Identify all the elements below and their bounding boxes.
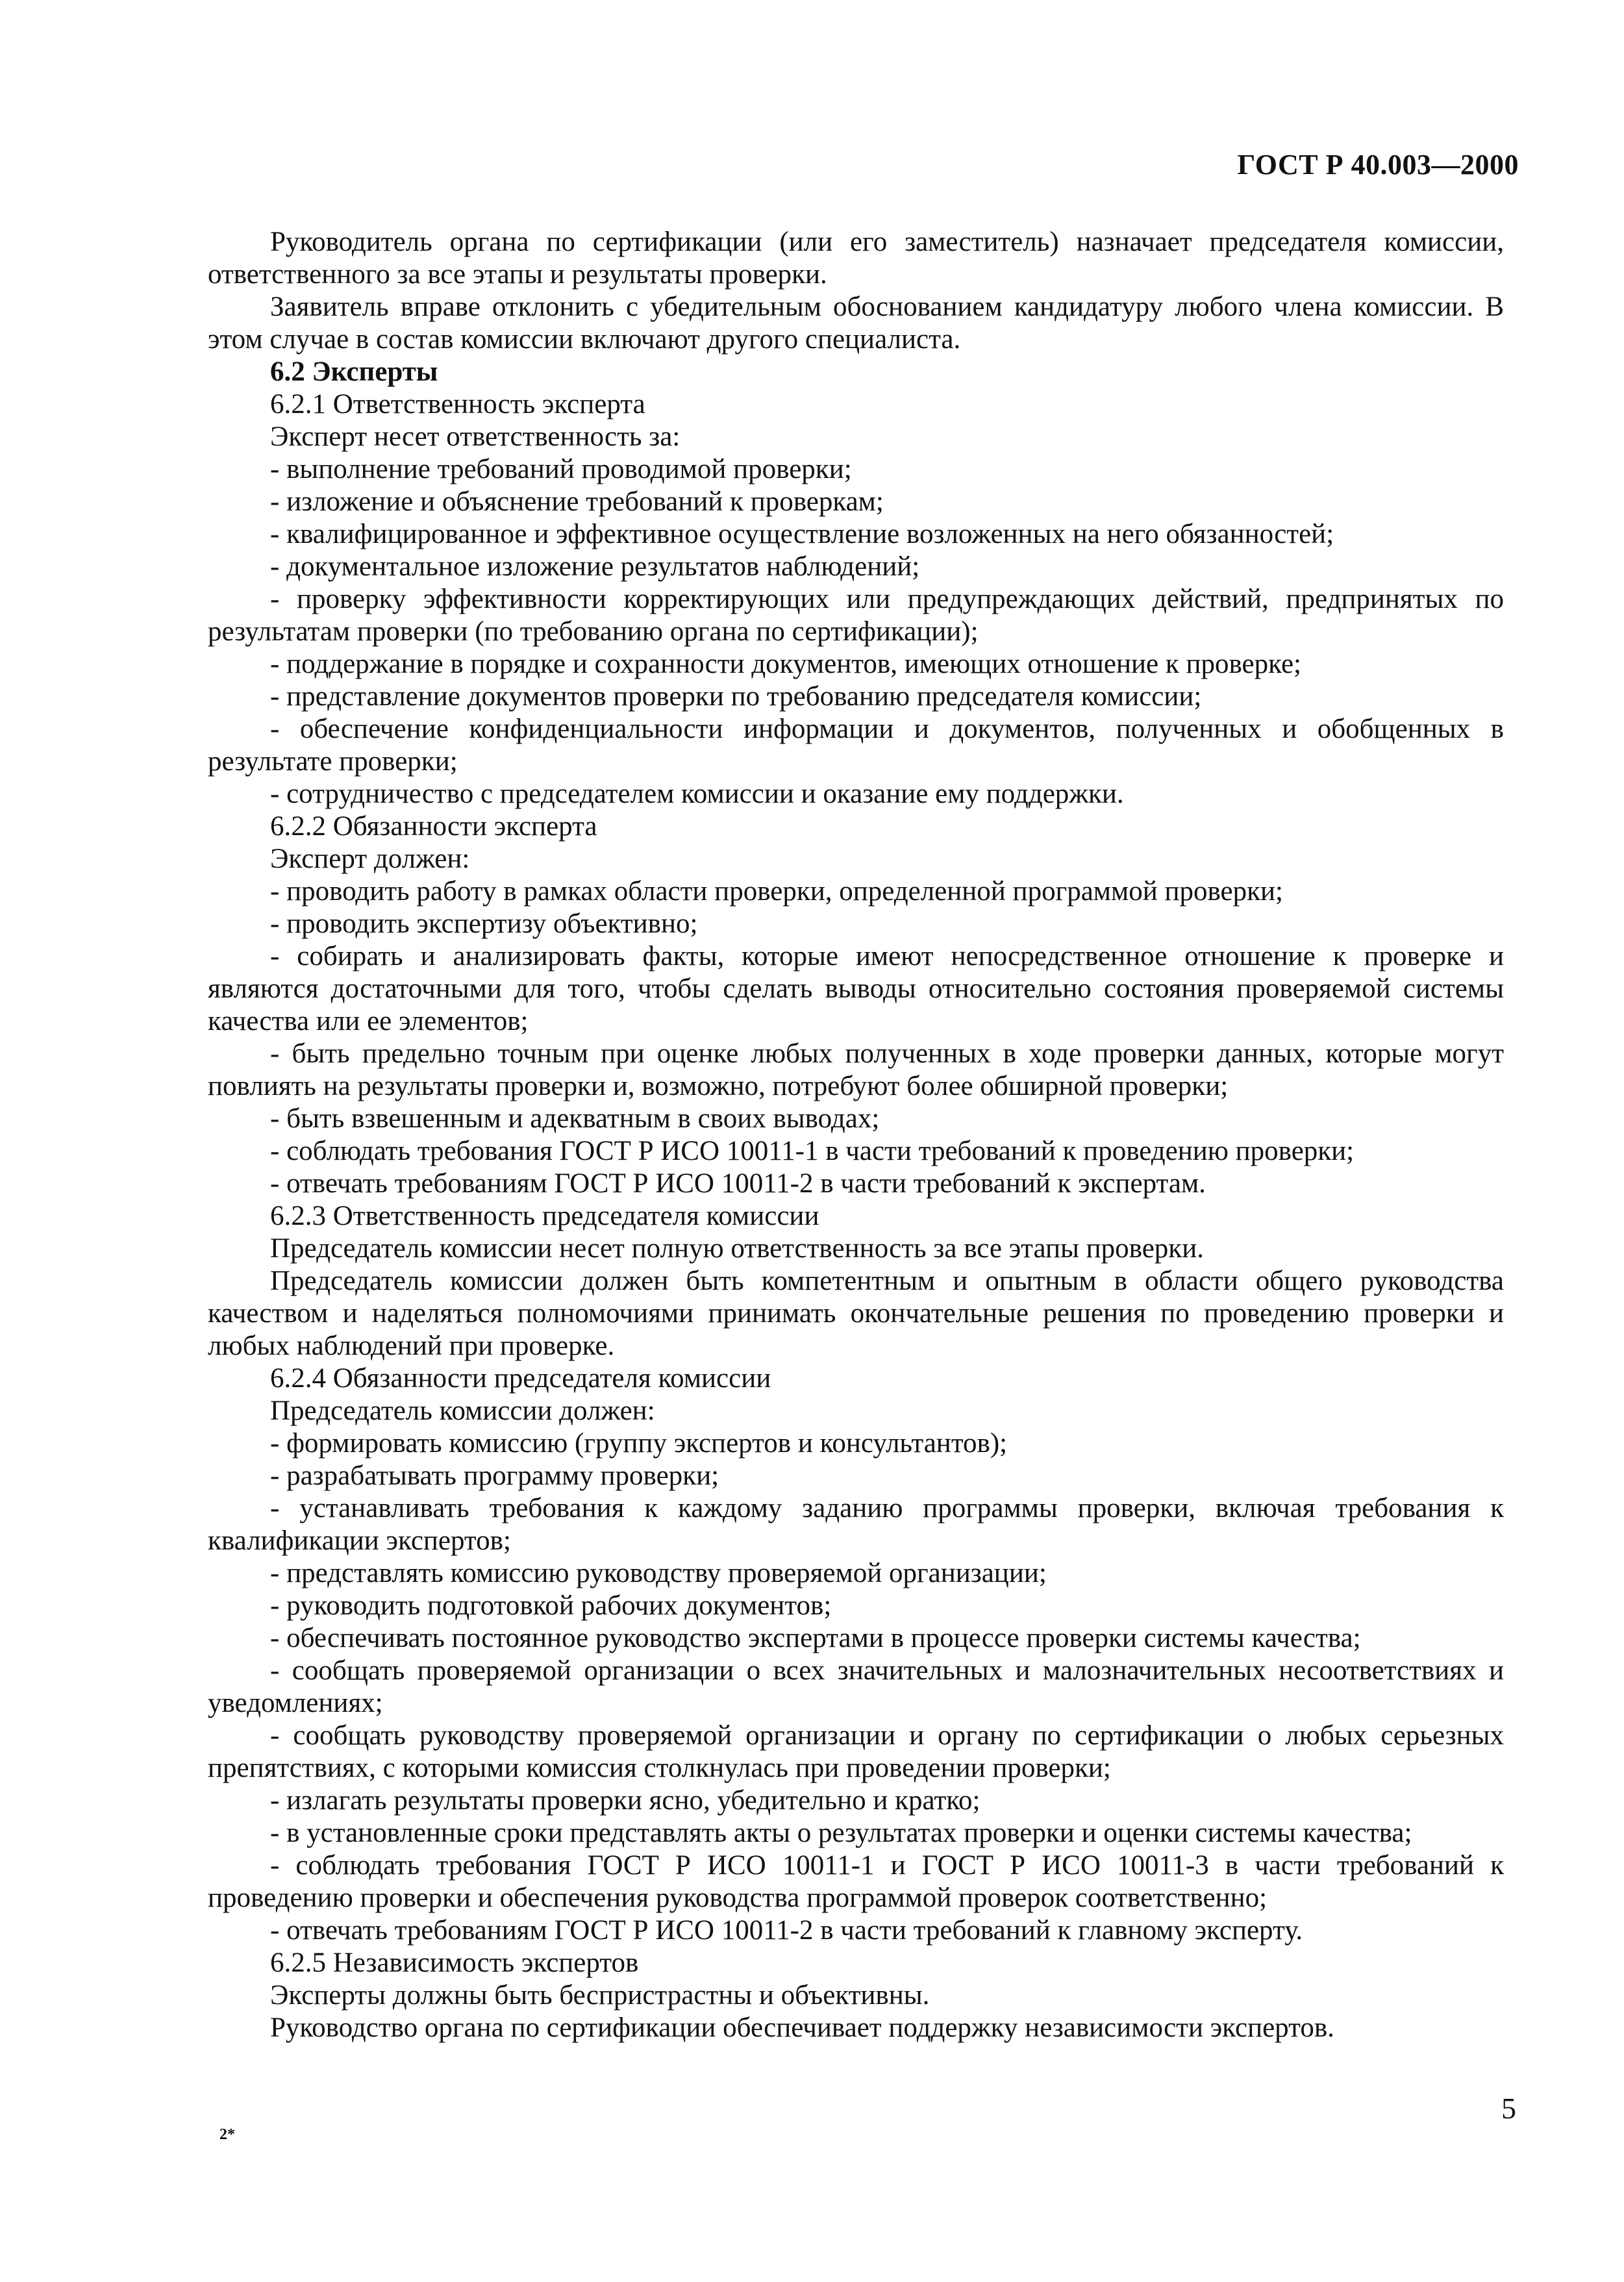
- body-paragraph: 6.2.1 Ответственность эксперта: [270, 389, 645, 420]
- body-paragraph: - собирать и анализировать факты, которые имеют непосредственное отношение к проверке и являются достаточными для того, чтобы сделать выводы относительно состояния проверяемой системы качества или ее элементов;: [208, 941, 1504, 1036]
- document-code-header: ГОСТ Р 40.003—2000: [1237, 149, 1519, 181]
- body-paragraph: - руководить подготовкой рабочих документов;: [270, 1590, 832, 1621]
- body-paragraph: - проводить работу в рамках области проверки, определенной программой проверки;: [270, 876, 1283, 907]
- body-paragraph: - сообщать проверяемой организации о всех значительных и малозначительных несоответствиях и уведомлениях;: [208, 1655, 1504, 1718]
- body-paragraph: Эксперты должны быть беспристрастны и объективны.: [270, 1980, 930, 2011]
- body-paragraph: Председатель комиссии должен быть компетентным и опытным в области общего руководства качеством и наделяться полномочиями принимать окончательные решения по проведению проверки и любых наблюдений при проверке.: [208, 1266, 1504, 1361]
- body-paragraph: - соблюдать требования ГОСТ Р ИСО 10011-1 и ГОСТ Р ИСО 10011-3 в части требований к проведению проверки и обеспечения руководства программой проверок соответственно;: [208, 1850, 1504, 1913]
- body-paragraph: - изложение и объяснение требований к проверкам;: [270, 486, 884, 517]
- body-paragraph: - быть взвешенным и адекватным в своих выводах;: [270, 1103, 880, 1134]
- body-paragraph: - проводить экспертизу объективно;: [270, 909, 698, 939]
- body-paragraph: Эксперт несет ответственность за:: [270, 421, 681, 452]
- body-paragraph: - обеспечение конфиденциальности информации и документов, полученных и обобщенных в результате проверки;: [208, 714, 1504, 777]
- body-paragraph: - излагать результаты проверки ясно, убедительно и кратко;: [270, 1785, 981, 1816]
- body-paragraph: - быть предельно точным при оценке любых полученных в ходе проверки данных, которые могут повлиять на результаты проверки и, возможно, потребуют более обширной проверки;: [208, 1038, 1504, 1101]
- body-paragraph: Заявитель вправе отклонить с убедительным обоснованием кандидатуру любого члена комиссии. В этом случае в состав комиссии включают другого специалиста.: [208, 292, 1504, 355]
- body-paragraph: - представление документов проверки по требованию председателя комиссии;: [270, 681, 1202, 712]
- body-paragraph: - соблюдать требования ГОСТ Р ИСО 10011-1 в части требований к проведению проверки;: [270, 1136, 1355, 1166]
- body-paragraph: 6.2.5 Независимость экспертов: [270, 1948, 639, 1978]
- body-paragraph: - выполнение требований проводимой проверки;: [270, 454, 852, 484]
- body-paragraph: Руководство органа по сертификации обеспечивает поддержку независимости экспертов.: [270, 2012, 1334, 2043]
- page-number: 5: [1501, 2092, 1516, 2125]
- body-paragraph: - разрабатывать программу проверки;: [270, 1461, 719, 1491]
- body-paragraph: Эксперт должен:: [270, 844, 470, 874]
- section-heading: 6.2 Эксперты: [270, 357, 438, 387]
- body-paragraph: 6.2.4 Обязанности председателя комиссии: [270, 1363, 771, 1394]
- body-paragraph: Председатель комиссии должен:: [270, 1396, 655, 1426]
- body-paragraph: - квалифицированное и эффективное осуществление возложенных на него обязанностей;: [270, 519, 1334, 549]
- body-paragraph: Руководитель органа по сертификации (или его заместитель) назначает председателя комиссии, ответственного за все этапы и результаты проверки.: [208, 227, 1504, 290]
- body-paragraph: - поддержание в порядке и сохранности документов, имеющих отношение к проверке;: [270, 649, 1301, 679]
- body-paragraph: 6.2.3 Ответственность председателя комиссии: [270, 1201, 819, 1231]
- body-paragraph: - документальное изложение результатов наблюдений;: [270, 551, 920, 582]
- body-paragraph: - формировать комиссию (группу экспертов и консультантов);: [270, 1428, 1008, 1459]
- body-paragraph: - сообщать руководству проверяемой организации и органу по сертификации о любых серьезных препятствиях, с которыми комиссия столкнулась при проведении проверки;: [208, 1720, 1504, 1783]
- body-paragraph: Председатель комиссии несет полную ответственность за все этапы проверки.: [270, 1233, 1204, 1264]
- body-paragraph: - в установленные сроки представлять акты о результатах проверки и оценки системы качества;: [270, 1818, 1412, 1848]
- body-paragraph: - обеспечивать постоянное руководство экспертами в процессе проверки системы качества;: [270, 1623, 1361, 1653]
- document-body: [208, 226, 1504, 2044]
- body-paragraph: - сотрудничество с председателем комиссии и оказание ему поддержки.: [270, 779, 1124, 809]
- signature-mark: 2*: [219, 2126, 235, 2143]
- body-paragraph: - отвечать требованиям ГОСТ Р ИСО 10011-2 в части требований к экспертам.: [270, 1168, 1206, 1199]
- body-paragraph: - представлять комиссию руководству проверяемой организации;: [270, 1558, 1047, 1588]
- body-paragraph: - проверку эффективности корректирующих или предупреждающих действий, предпринятых по результатам проверки (по требованию органа по сертификации);: [208, 584, 1504, 647]
- body-paragraph: - отвечать требованиям ГОСТ Р ИСО 10011-2 в части требований к главному эксперту.: [270, 1915, 1303, 1946]
- body-paragraph: 6.2.2 Обязанности эксперта: [270, 811, 597, 842]
- body-paragraph: - устанавливать требования к каждому заданию программы проверки, включая требования к квалификации экспертов;: [208, 1493, 1504, 1556]
